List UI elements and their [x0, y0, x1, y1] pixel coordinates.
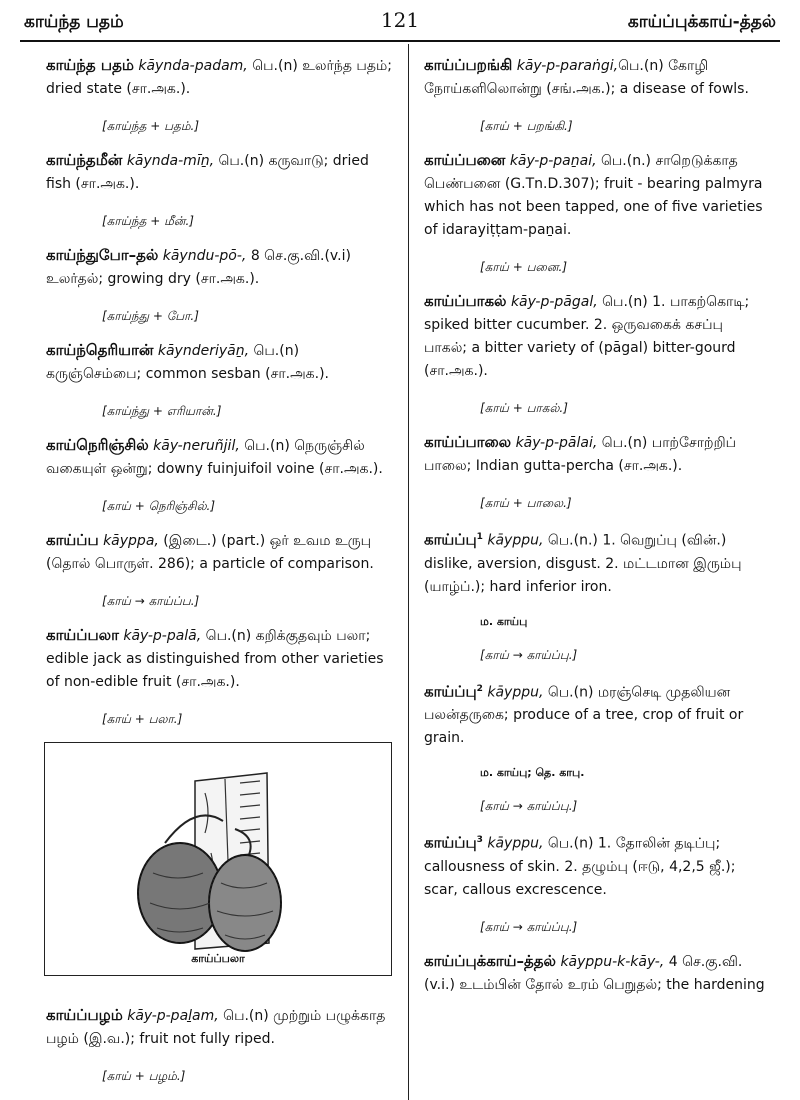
illustration-frame	[44, 742, 392, 976]
entry-definition: பெ.(n) பாற்சோற்றிப் பாலை; Indian gutta-percha (சா.அக.).	[424, 435, 737, 474]
figure-caption: காய்ப்பலா	[191, 952, 245, 965]
entry-headword: காய்ப்பறங்கி	[424, 56, 513, 74]
header-rule	[20, 40, 780, 42]
entry-definition: 4 செ.கு.வி.(v.i.) உடம்பின் தோல் உரம் பெறுதல்; the hardening	[424, 953, 765, 993]
dictionary-entry	[46, 529, 398, 576]
entry-headword: காய்ப்ப	[46, 531, 99, 549]
entry-definition: பெ.(n) கறிக்குதவும் பலா; edible jack as distinguished from other varieties of non-edible fruit (சா.அக.).	[46, 628, 384, 690]
entry-definition: பெ.(n) உலர்ந்த பதம்; dried state (சா.அக.).	[46, 58, 392, 97]
entry-headword: காய்ந்துபோ–தல்	[46, 246, 159, 264]
dictionary-entry	[424, 526, 770, 599]
entry-headword: காய்ந்தெரியான்	[46, 341, 154, 359]
entry-transliteration: kāynderiyāṉ,	[157, 343, 250, 359]
entry-definition: (இடை.) (part.) ஒர் உவம உருபு (தொல் பொருள். 286); a particle of comparison.	[46, 533, 374, 572]
entry-definition: பெ.(n) கோழி நோய்களிலொன்று (சங்.அக.); a disease of fowls.	[424, 58, 749, 97]
entry-transliteration: kāyppa,	[103, 533, 159, 549]
jackfruit-illustration	[45, 743, 391, 975]
entry-etymology: [காய் + பாலை.]	[480, 496, 572, 510]
entry-definition: 8 செ.கு.வி.(v.i) உலர்தல்; growing dry (சா.அக.).	[46, 248, 351, 287]
entry-headword: காய்ப்பு	[424, 833, 477, 852]
entry-transliteration: kāy-p-pāgal,	[510, 294, 598, 310]
entry-etymology: [காய் → காய்ப்பு.]	[480, 647, 578, 662]
entry-transliteration: kāy-p-pālai,	[515, 435, 598, 451]
entry-transliteration: kāynda-mīṉ,	[126, 153, 215, 169]
entry-etymology: [காய் + பாகல்.]	[480, 401, 568, 415]
right-entry-list	[424, 54, 770, 997]
entry-transliteration: kāy-p-palā,	[123, 628, 202, 644]
entry-transliteration: kāy-p-paṉai,	[509, 153, 597, 169]
entry-etymology: [காய் → காய்ப்பு.]	[480, 799, 578, 814]
column-divider	[408, 44, 409, 1100]
entry-etymology: [காய் → காய்ப்பு.]	[480, 919, 578, 934]
dictionary-entry	[46, 624, 398, 694]
entry-transliteration: kāy-p-paḻam,	[127, 1008, 219, 1024]
entry-etymology: [காய் + பழம்.]	[102, 1069, 186, 1083]
entry-transliteration: kāy-p-paraṅgi,	[516, 58, 619, 74]
entry-headword: காய்ப்பாகல்	[424, 292, 507, 310]
entry-headword: காய்ப்புக்காய்–த்தல்	[424, 951, 556, 970]
left-entry-list-after-figure	[46, 1004, 398, 1085]
entry-headword: காய்ந்த பதம்	[46, 56, 134, 74]
entry-headword: காய்ந்தமீன்	[46, 151, 123, 169]
entry-headword: காய்ப்பாலை	[424, 433, 512, 451]
dictionary-entry	[46, 1004, 398, 1051]
entry-etymology: [காய்ந்த + பதம்.]	[102, 119, 200, 133]
entry-etymology: [காய்ந்த + மீன்.]	[102, 214, 194, 228]
dictionary-entry	[46, 54, 398, 101]
entry-definition: பெ.(n) மரஞ்செடி முதலியன பலன்தருகை; produce of a tree, crop of fruit or grain.	[424, 684, 744, 747]
entry-transliteration: kāyppu,	[487, 532, 544, 549]
entry-cognates: ம. காய்பு	[480, 614, 528, 628]
entry-etymology: [காய் + பனை.]	[480, 260, 568, 274]
entry-transliteration: kāyndu-pō-,	[162, 248, 247, 264]
entry-cognates: ம. காய்பு; தெ. காபு.	[480, 766, 585, 780]
header-right-guideword: காய்ப்புக்காய்-த்தல்	[627, 12, 776, 32]
entry-etymology: [காய்ந்து + எரியான்.]	[102, 404, 222, 418]
entry-headword: காய்ப்பு	[424, 682, 477, 701]
entry-etymology: [காய் → காய்ப்ப.]	[102, 594, 200, 608]
dictionary-entry	[46, 339, 398, 386]
page-header	[0, 0, 800, 40]
entry-transliteration: kāyppu-k-kāy-,	[560, 953, 665, 970]
entry-etymology: [காய் + பலா.]	[102, 712, 183, 726]
entry-definition: பெ.(n) 1. பாகற்கொடி; spiked bitter cucumber. 2. ஒருவகைக் கசப்பு பாகல்; a bitter variety of (pāgal) bitter-gourd (சா.அக.).	[424, 294, 750, 379]
dictionary-entry	[424, 290, 770, 383]
entry-transliteration: kāynda-padam,	[138, 58, 248, 74]
entry-etymology: [காய் + பறங்கி.]	[480, 119, 573, 133]
dictionary-entry	[424, 829, 770, 902]
left-entry-list	[46, 54, 398, 728]
dictionary-entry	[46, 434, 398, 481]
entry-definition: பெ.(n.) சாறெடுக்காத பெண்பனை (G.Tn.D.307); fruit - bearing palmyra which has not been tapped, one of five varieties of idarayiṭṭam-paṉai.	[424, 153, 763, 238]
entry-headword: காய்ப்பு	[424, 530, 477, 549]
dictionary-entry	[424, 149, 770, 242]
entry-definition: பெ.(n) 1. தோலின் தடிப்பு; callousness of skin. 2. தழும்பு (ஈடு, 4,2,5 ஜீ.); scar, callous excrescence.	[424, 835, 736, 898]
dictionary-entry	[46, 244, 398, 291]
entry-homograph-number: 3	[476, 835, 483, 846]
entry-transliteration: kāyppu,	[487, 835, 544, 852]
right-column	[424, 54, 770, 997]
entry-headword: காய்ப்பனை	[424, 151, 506, 169]
entry-headword: காய்ப்பழம்	[46, 1006, 123, 1024]
dictionary-entry	[424, 950, 770, 997]
entry-definition: பெ.(n) முற்றும் பழுக்காத பழம் (இ.வ.); fruit not fully riped.	[46, 1008, 386, 1047]
entry-etymology: [காய் + நெரிஞ்சில்.]	[102, 499, 216, 513]
entry-headword: காய்நெரிஞ்சில்	[46, 436, 149, 454]
header-left-guideword: காய்ந்த பதம்	[24, 12, 124, 32]
entry-definition: பெ.(n.) 1. வெறுப்பு (வின்.) dislike, aversion, disgust. 2. மட்டமான இரும்பு (யாழ்ப்.); hard inferior iron.	[424, 532, 742, 595]
dictionary-entry	[424, 431, 770, 478]
entry-transliteration: kāy-neruñjil,	[153, 438, 240, 454]
entry-transliteration: kāyppu,	[487, 684, 544, 701]
entry-homograph-number: 2	[476, 683, 483, 694]
entry-definition: பெ.(n) கருஞ்செம்பை; common sesban (சா.அக.).	[46, 343, 329, 382]
dictionary-entry	[424, 54, 770, 101]
dictionary-entry	[424, 678, 770, 751]
left-column	[46, 54, 398, 1099]
entry-definition: பெ.(n) கருவாடு; dried fish (சா.அக.).	[46, 153, 369, 192]
entry-homograph-number: 1	[476, 532, 483, 542]
entry-headword: காய்ப்பலா	[46, 626, 119, 644]
entry-etymology: [காய்ந்து + போ.]	[102, 309, 199, 323]
dictionary-entry	[46, 149, 398, 196]
page-number: 121	[380, 8, 420, 32]
entry-definition: பெ.(n) நெருஞ்சில் வகையுள் ஒன்று; downy fuinjuifoil voine (சா.அக.).	[46, 438, 383, 477]
